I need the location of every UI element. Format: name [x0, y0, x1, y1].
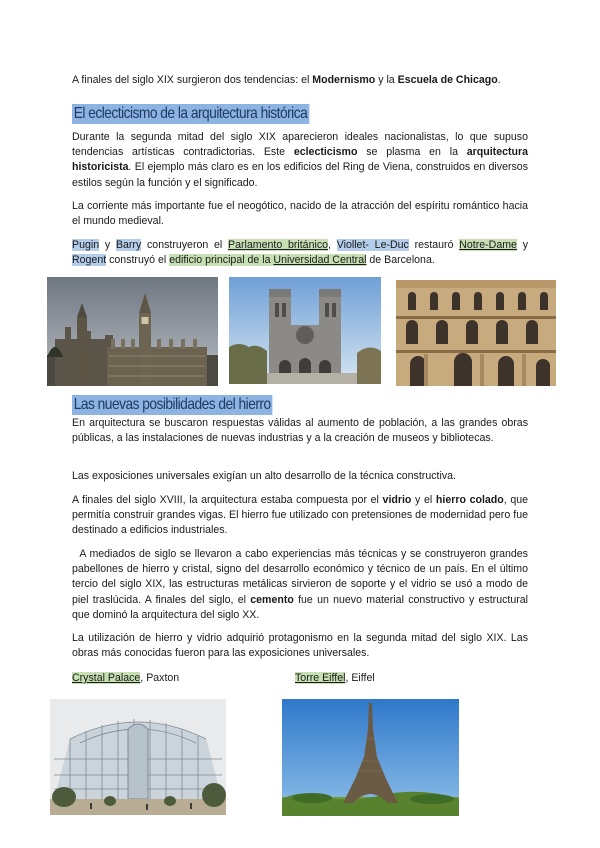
term-cemento: cemento [250, 593, 294, 606]
paragraph-exposiciones: Las exposiciones universales exigían un alto desarrollo de la técnica constructiva. [72, 470, 456, 482]
photo-parlamento-britanico [47, 277, 218, 386]
paragraph-vidrio-hierro: A finales del siglo XVIII, la arquitectura estaba compuesta por el vidrio y el hierro colado, que permitía construir grandes vigas. El hierro fue utilizado con pretensiones de modernidad pero fue destinado a edificios industriales. [72, 494, 529, 537]
caption-torre-eiffel: Torre Eiffel, Eiffel [295, 672, 375, 684]
paragraph-eclecticismo: Durante la segunda mitad del siglo XIX aparecieron ideales nacionalistas, lo que supuso tendencias artísticas contradictorias. Este eclecticismo se plasma en la arquitectura historicista. El ejemplo más claro es en los edificios del Ring de Viena, construidos en diversos estilos según la función y el significado. [72, 131, 528, 189]
term-escuela-chicago: Escuela de Chicago [397, 74, 498, 86]
author-rogent: Rogent [72, 254, 107, 267]
paragraph-pabellones: A mediados de siglo se llevaron a cabo experiencias más técnicas y se construyeron grandes pabellones de hierro y cristal, signo del desarrollo económico y técnico de un país. En el último tercio del siglo XIX, las estructuras metálicas sirvieron de soporte y el vidrio se usó a modo de piel traslúcida. A finales del siglo, el cemento fue un nuevo material constructivo y estructural que dominó la arquitectura del siglo XX. [72, 548, 531, 621]
intro-paragraph [72, 73, 528, 88]
author-paxton: Paxton [146, 672, 180, 684]
work-torre-eiffel[interactable]: Torre Eiffel [295, 672, 346, 684]
author-eiffel: Eiffel [351, 672, 375, 684]
paragraph-respuestas: En arquitectura se buscaron respuestas válidas al aumento de población, a las grandes obras públicas, a las instalaciones de nuevas industrias y a la creación de museos y bibliotecas. [72, 417, 528, 445]
work-parlamento-britanico[interactable]: Parlamento británico [228, 239, 329, 251]
text: A finales del siglo XIX surgieron dos tendencias: el [72, 74, 313, 86]
term-hierro-colado: hierro colado [435, 494, 504, 506]
photo-torre-eiffel [282, 699, 459, 816]
work-edificio-principal: edificio principal de la [169, 254, 274, 267]
paragraph-neogotico-works: Pugin y Barry construyeron el Parlamento británico, Viollet- Le-Duc restauró Notre-Dame y Rogent construyó el edificio principal de la Universidad Central de Barcelona. [72, 239, 528, 267]
text: y la [375, 74, 398, 86]
caption-crystal-palace: Crystal Palace, Paxton [72, 672, 180, 684]
author-pugin: Pugin [72, 239, 100, 251]
paragraph-protagonismo: La utilización de hierro y vidrio adquirió protagonismo en la segunda mitad del siglo XIX. Las obras más conocidas fueron para las exposiciones universales. [72, 632, 528, 660]
text: . [497, 74, 501, 86]
author-viollet-le-duc: Viollet- Le-Duc [336, 239, 409, 251]
work-universidad-central[interactable]: Universidad Central [273, 254, 367, 267]
term-modernismo: Modernismo [312, 74, 376, 86]
photo-crystal-palace [50, 699, 226, 815]
section-heading-hierro: Las nuevas posibilidades del hierro [73, 396, 271, 413]
term-eclecticismo: eclecticismo [293, 146, 358, 159]
work-crystal-palace[interactable]: Crystal Palace [72, 672, 141, 684]
term-arquitectura-historicista: arquitectura historicista [72, 146, 528, 174]
term-vidrio: vidrio [382, 494, 412, 506]
photo-notre-dame [229, 277, 381, 384]
paragraph-neogotico: La corriente más importante fue el neogótico, nacido de la atracción del espíritu romántico hacia el mundo medieval. [72, 200, 528, 228]
work-notre-dame[interactable]: Notre-Dame [459, 239, 517, 251]
section-heading-eclecticismo: El eclecticismo de la arquitectura histórica [73, 105, 308, 122]
author-barry: Barry [115, 239, 142, 251]
photo-universidad-central [396, 280, 556, 386]
